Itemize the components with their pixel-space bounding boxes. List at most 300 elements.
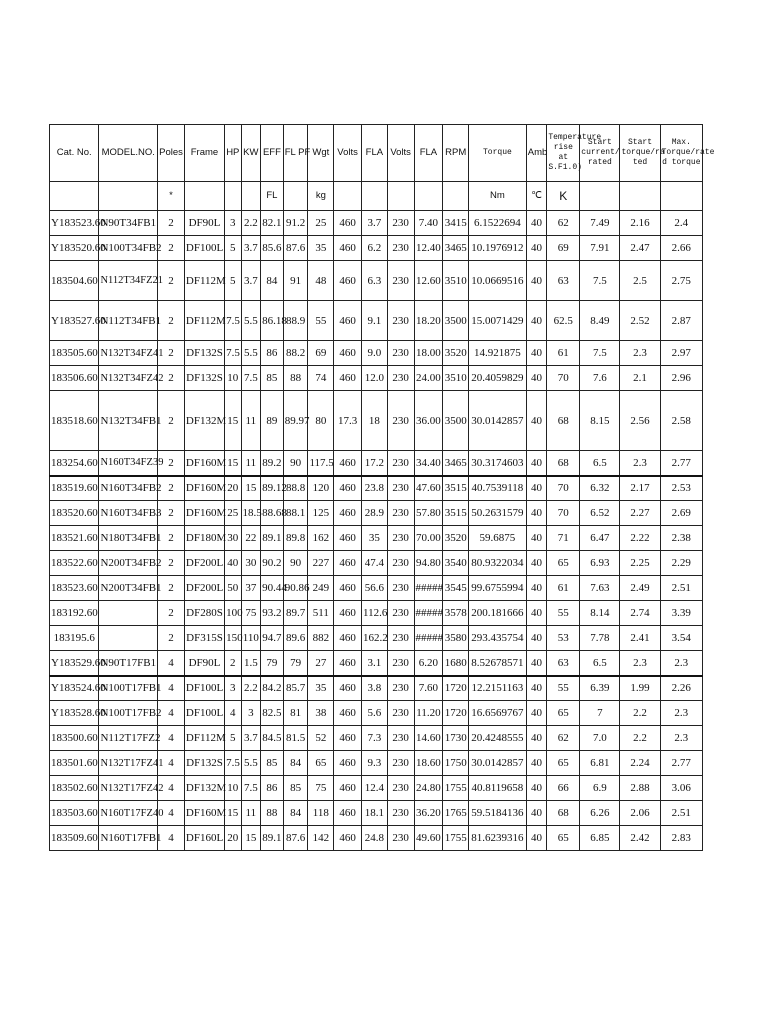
cell-fla: 3.1 (362, 651, 388, 676)
cell-eff: 85 (261, 751, 284, 776)
cell-poles: 2 (158, 476, 185, 501)
cell-eff: 86 (261, 776, 284, 801)
cell-fla2: 14.60 (414, 726, 443, 751)
cell-model: N160T34FB3 (99, 501, 158, 526)
cell-volts2: 230 (387, 601, 414, 626)
cell-wgt: 120 (308, 476, 334, 501)
cell-volts2: 230 (387, 476, 414, 501)
cell-poles: 2 (158, 301, 185, 341)
cell-cat: Y183527.60 (50, 301, 99, 341)
cell-wgt: 117.5 (308, 451, 334, 476)
cell-frame: DF160M (184, 476, 224, 501)
table-row (50, 451, 703, 476)
cell-volts2: 230 (387, 236, 414, 261)
cell-start_tq: 2.47 (620, 236, 660, 261)
table-row (50, 601, 703, 626)
cell-fla2: ##### (414, 601, 443, 626)
cell-kw: 5.5 (241, 301, 261, 341)
cell-model: N160T34FB2 (99, 476, 158, 501)
cell-rpm: 3520 (443, 526, 469, 551)
cell-max_tq: 3.06 (660, 776, 702, 801)
cell-pf: 89.97 (283, 391, 308, 451)
cell-wgt: 227 (308, 551, 334, 576)
cell-amb: 40 (526, 651, 547, 676)
cell-fla2: 24.00 (414, 366, 443, 391)
cell-rise: 70 (547, 366, 580, 391)
cell-volts2: 230 (387, 211, 414, 236)
table-body (50, 211, 703, 851)
cell-kw: 11 (241, 451, 261, 476)
cell-pf: 91 (283, 261, 308, 301)
cell-amb: 40 (526, 391, 547, 451)
table-row (50, 236, 703, 261)
cell-start_tq: 2.25 (620, 551, 660, 576)
cell-pf: 87.6 (283, 236, 308, 261)
cell-volts: 460 (334, 701, 362, 726)
cell-torque: 6.1522694 (469, 211, 527, 236)
cell-max_tq: 2.3 (660, 726, 702, 751)
cell-volts: 460 (334, 826, 362, 851)
cell-start_tq: 2.3 (620, 651, 660, 676)
cell-rise: 65 (547, 551, 580, 576)
cell-fla2: 49.60 (414, 826, 443, 851)
cell-kw: 37 (241, 576, 261, 601)
cell-fla: 3.7 (362, 211, 388, 236)
cell-kw: 11 (241, 391, 261, 451)
cell-max_tq: 2.51 (660, 576, 702, 601)
cell-eff: 89.12 (261, 476, 284, 501)
cell-pf: 87.6 (283, 826, 308, 851)
cell-model: N90T17FB1 (99, 651, 158, 676)
cell-start_cur: 6.32 (580, 476, 620, 501)
cell-torque: 59.6875 (469, 526, 527, 551)
cell-amb: 40 (526, 341, 547, 366)
cell-hp: 7.5 (225, 751, 241, 776)
cell-hp: 5 (225, 726, 241, 751)
cell-frame: DF112M (184, 726, 224, 751)
cell-pf: 91.2 (283, 211, 308, 236)
cell-volts2: 230 (387, 501, 414, 526)
table-row (50, 211, 703, 236)
cell-eff: 85 (261, 366, 284, 391)
cell-fla: 162.2 (362, 626, 388, 651)
cell-frame: DF100L (184, 236, 224, 261)
cell-kw: 5.5 (241, 341, 261, 366)
cell-cat: 183522.60 (50, 551, 99, 576)
cell-wgt: 38 (308, 701, 334, 726)
table-row (50, 341, 703, 366)
cell-torque: 20.4059829 (469, 366, 527, 391)
cell-kw: 1.5 (241, 651, 261, 676)
cell-cat: 183254.60 (50, 451, 99, 476)
cell-start_tq: 2.49 (620, 576, 660, 601)
cell-poles: 2 (158, 526, 185, 551)
cell-volts2: 230 (387, 301, 414, 341)
cell-volts2: 230 (387, 261, 414, 301)
cell-max_tq: 2.66 (660, 236, 702, 261)
header-fl-pf: FL PF (283, 125, 308, 182)
cell-fla2: ##### (414, 626, 443, 651)
cell-frame: DF200L (184, 551, 224, 576)
cell-kw: 18.5 (241, 501, 261, 526)
cell-model: N160T17FB1 (99, 826, 158, 851)
cell-torque: 50.2631579 (469, 501, 527, 526)
cell-eff: 89 (261, 391, 284, 451)
cell-start_tq: 2.42 (620, 826, 660, 851)
cell-hp: 3 (225, 211, 241, 236)
cell-rise: 65 (547, 701, 580, 726)
header-max-torque: Max. Torque/rate d torque (660, 125, 702, 182)
cell-model: N112T34FB1 (99, 301, 158, 341)
cell-cat: 183503.60 (50, 801, 99, 826)
header-start-torque-sub (620, 182, 660, 211)
cell-max_tq: 2.97 (660, 341, 702, 366)
cell-fla: 47.4 (362, 551, 388, 576)
cell-cat: Y183528.60 (50, 701, 99, 726)
cell-cat: 183519.60 (50, 476, 99, 501)
cell-rise: 68 (547, 391, 580, 451)
cell-cat: 183192.60 (50, 601, 99, 626)
cell-fla: 24.8 (362, 826, 388, 851)
cell-volts2: 230 (387, 651, 414, 676)
header-model-no: MODEL.NO. (99, 125, 158, 182)
cell-max_tq: 2.3 (660, 701, 702, 726)
cell-volts: 460 (334, 726, 362, 751)
header-kw-sub (241, 182, 261, 211)
cell-volts2: 230 (387, 576, 414, 601)
table-row (50, 726, 703, 751)
cell-fla: 6.3 (362, 261, 388, 301)
header-fla-1: FLA (362, 125, 388, 182)
cell-volts2: 230 (387, 626, 414, 651)
cell-frame: DF132M (184, 391, 224, 451)
cell-rise: 62 (547, 211, 580, 236)
cell-pf: 84 (283, 801, 308, 826)
cell-model: N132T17FZ41 (99, 751, 158, 776)
cell-max_tq: 2.29 (660, 551, 702, 576)
cell-kw: 75 (241, 601, 261, 626)
cell-amb: 40 (526, 451, 547, 476)
cell-amb: 40 (526, 476, 547, 501)
cell-max_tq: 2.26 (660, 676, 702, 701)
cell-rpm: 1730 (443, 726, 469, 751)
cell-fla2: 6.20 (414, 651, 443, 676)
cell-poles: 4 (158, 801, 185, 826)
cell-poles: 2 (158, 576, 185, 601)
cell-model: N132T17FZ42 (99, 776, 158, 801)
cell-start_cur: 7.91 (580, 236, 620, 261)
cell-wgt: 74 (308, 366, 334, 391)
table-row (50, 391, 703, 451)
cell-max_tq: 3.54 (660, 626, 702, 651)
cell-rpm: 1765 (443, 801, 469, 826)
cell-start_cur: 7.5 (580, 341, 620, 366)
cell-amb: 40 (526, 576, 547, 601)
cell-torque: 99.6755994 (469, 576, 527, 601)
cell-fla2: 94.80 (414, 551, 443, 576)
table-row (50, 826, 703, 851)
cell-frame: DF132M (184, 776, 224, 801)
cell-rise: 70 (547, 476, 580, 501)
cell-volts: 460 (334, 751, 362, 776)
cell-fla2: 12.40 (414, 236, 443, 261)
cell-max_tq: 2.87 (660, 301, 702, 341)
cell-poles: 4 (158, 751, 185, 776)
cell-poles: 4 (158, 676, 185, 701)
cell-wgt: 142 (308, 826, 334, 851)
table-row (50, 751, 703, 776)
cell-model (99, 601, 158, 626)
cell-rise: 65 (547, 751, 580, 776)
cell-model (99, 626, 158, 651)
header-temp-rise-sub: K (547, 182, 580, 211)
cell-volts2: 230 (387, 726, 414, 751)
cell-start_tq: 2.27 (620, 501, 660, 526)
cell-amb: 40 (526, 626, 547, 651)
header-wgt: Wgt (308, 125, 334, 182)
cell-fla2: 18.20 (414, 301, 443, 341)
header-amb: Amb (526, 125, 547, 182)
cell-fla: 9.0 (362, 341, 388, 366)
cell-wgt: 511 (308, 601, 334, 626)
cell-fla2: 70.00 (414, 526, 443, 551)
header-hp: HP (225, 125, 241, 182)
cell-start_cur: 8.14 (580, 601, 620, 626)
cell-max_tq: 2.96 (660, 366, 702, 391)
cell-fla2: 24.80 (414, 776, 443, 801)
cell-volts: 460 (334, 476, 362, 501)
cell-amb: 40 (526, 526, 547, 551)
cell-eff: 89.1 (261, 826, 284, 851)
cell-torque: 30.0142857 (469, 751, 527, 776)
cell-start_tq: 2.5 (620, 261, 660, 301)
header-cat-no-sub (50, 182, 99, 211)
table-row (50, 701, 703, 726)
cell-fla2: 12.60 (414, 261, 443, 301)
cell-pf: 89.6 (283, 626, 308, 651)
cell-hp: 10 (225, 366, 241, 391)
header-torque: Torque (469, 125, 527, 182)
cell-rise: 68 (547, 451, 580, 476)
cell-rise: 55 (547, 676, 580, 701)
cell-frame: DF112M (184, 261, 224, 301)
cell-amb: 40 (526, 701, 547, 726)
cell-torque: 15.0071429 (469, 301, 527, 341)
cell-rpm: 3510 (443, 261, 469, 301)
cell-kw: 30 (241, 551, 261, 576)
cell-rpm: 1680 (443, 651, 469, 676)
cell-wgt: 35 (308, 236, 334, 261)
cell-fla2: 7.60 (414, 676, 443, 701)
cell-rpm: 1755 (443, 826, 469, 851)
header-amb-sub: ℃ (526, 182, 547, 211)
table-row (50, 801, 703, 826)
cell-model: N180T34FB1 (99, 526, 158, 551)
cell-model: N200T34FB1 (99, 576, 158, 601)
cell-eff: 94.7 (261, 626, 284, 651)
cell-wgt: 55 (308, 301, 334, 341)
cell-wgt: 27 (308, 651, 334, 676)
cell-amb: 40 (526, 261, 547, 301)
header-fla-2-sub (414, 182, 443, 211)
cell-volts2: 230 (387, 676, 414, 701)
cell-cat: 183521.60 (50, 526, 99, 551)
cell-max_tq: 2.4 (660, 211, 702, 236)
cell-hp: 15 (225, 391, 241, 451)
cell-start_cur: 7 (580, 701, 620, 726)
cell-max_tq: 2.77 (660, 751, 702, 776)
cell-eff: 84.2 (261, 676, 284, 701)
cell-volts: 460 (334, 526, 362, 551)
cell-hp: 2 (225, 651, 241, 676)
cell-rpm: 3500 (443, 391, 469, 451)
cell-hp: 25 (225, 501, 241, 526)
cell-hp: 3 (225, 676, 241, 701)
cell-pf: 89.8 (283, 526, 308, 551)
cell-pf: 85 (283, 776, 308, 801)
cell-eff: 86.18 (261, 301, 284, 341)
cell-volts: 460 (334, 301, 362, 341)
cell-fla2: 18.60 (414, 751, 443, 776)
cell-fla: 35 (362, 526, 388, 551)
cell-rpm: 3415 (443, 211, 469, 236)
cell-kw: 2.2 (241, 211, 261, 236)
cell-eff: 79 (261, 651, 284, 676)
cell-max_tq: 2.83 (660, 826, 702, 851)
cell-kw: 5.5 (241, 751, 261, 776)
cell-rpm: 3540 (443, 551, 469, 576)
cell-max_tq: 2.3 (660, 651, 702, 676)
cell-fla2: 57.80 (414, 501, 443, 526)
cell-kw: 15 (241, 476, 261, 501)
cell-model: N132T34FZ42 (99, 366, 158, 391)
table-row (50, 526, 703, 551)
cell-cat: 183506.60 (50, 366, 99, 391)
header-model-no-sub (99, 182, 158, 211)
cell-rise: 55 (547, 601, 580, 626)
cell-wgt: 35 (308, 676, 334, 701)
cell-rise: 53 (547, 626, 580, 651)
cell-volts2: 230 (387, 776, 414, 801)
cell-start_tq: 2.2 (620, 726, 660, 751)
cell-frame: DF160M (184, 801, 224, 826)
cell-pf: 79 (283, 651, 308, 676)
cell-volts: 460 (334, 576, 362, 601)
cell-volts: 17.3 (334, 391, 362, 451)
cell-poles: 4 (158, 726, 185, 751)
cell-frame: DF315S (184, 626, 224, 651)
cell-wgt: 118 (308, 801, 334, 826)
cell-pf: 90.86 (283, 576, 308, 601)
cell-cat: 183195.6 (50, 626, 99, 651)
cell-fla: 12.4 (362, 776, 388, 801)
header-fla-1-sub (362, 182, 388, 211)
cell-start_cur: 6.5 (580, 451, 620, 476)
header-rpm: RPM (443, 125, 469, 182)
cell-torque: 20.4248555 (469, 726, 527, 751)
cell-start_cur: 6.9 (580, 776, 620, 801)
cell-volts2: 230 (387, 391, 414, 451)
cell-start_tq: 2.56 (620, 391, 660, 451)
header-fl-pf-sub (283, 182, 308, 211)
cell-fla: 9.1 (362, 301, 388, 341)
cell-frame: DF90L (184, 211, 224, 236)
cell-poles: 4 (158, 826, 185, 851)
cell-fla: 6.2 (362, 236, 388, 261)
cell-start_cur: 7.63 (580, 576, 620, 601)
cell-pf: 88.9 (283, 301, 308, 341)
cell-frame: DF132S (184, 341, 224, 366)
cell-cat: 183505.60 (50, 341, 99, 366)
cell-poles: 2 (158, 341, 185, 366)
cell-torque: 30.3174603 (469, 451, 527, 476)
cell-pf: 90 (283, 451, 308, 476)
cell-rpm: 3515 (443, 476, 469, 501)
cell-frame: DF100L (184, 676, 224, 701)
cell-rpm: 3510 (443, 366, 469, 391)
cell-frame: DF90L (184, 651, 224, 676)
cell-start_cur: 6.26 (580, 801, 620, 826)
cell-torque: 12.2151163 (469, 676, 527, 701)
cell-poles: 2 (158, 626, 185, 651)
cell-start_tq: 2.52 (620, 301, 660, 341)
cell-max_tq: 2.69 (660, 501, 702, 526)
cell-pf: 81 (283, 701, 308, 726)
cell-fla2: 11.20 (414, 701, 443, 726)
header-fla-2: FLA (414, 125, 443, 182)
header-wgt-sub: kg (308, 182, 334, 211)
cell-start_tq: 2.41 (620, 626, 660, 651)
cell-start_tq: 2.3 (620, 451, 660, 476)
cell-poles: 2 (158, 451, 185, 476)
header-poles: Poles (158, 125, 185, 182)
cell-torque: 40.7539118 (469, 476, 527, 501)
cell-wgt: 25 (308, 211, 334, 236)
cell-start_tq: 2.1 (620, 366, 660, 391)
cell-start_cur: 6.47 (580, 526, 620, 551)
cell-frame: DF160M (184, 451, 224, 476)
cell-model: N160T17FZ40 (99, 801, 158, 826)
cell-pf: 89.7 (283, 601, 308, 626)
cell-wgt: 125 (308, 501, 334, 526)
cell-fla: 18.1 (362, 801, 388, 826)
cell-wgt: 65 (308, 751, 334, 776)
cell-rpm: 3465 (443, 236, 469, 261)
cell-hp: 30 (225, 526, 241, 551)
cell-cat: Y183524.60 (50, 676, 99, 701)
cell-volts2: 230 (387, 826, 414, 851)
table-row (50, 776, 703, 801)
cell-kw: 3 (241, 701, 261, 726)
cell-poles: 4 (158, 701, 185, 726)
header-hp-sub (225, 182, 241, 211)
cell-amb: 40 (526, 601, 547, 626)
cell-rpm: 3465 (443, 451, 469, 476)
cell-wgt: 162 (308, 526, 334, 551)
cell-fla: 18 (362, 391, 388, 451)
cell-fla: 56.6 (362, 576, 388, 601)
cell-poles: 2 (158, 366, 185, 391)
cell-kw: 15 (241, 826, 261, 851)
cell-rise: 65 (547, 826, 580, 851)
cell-eff: 89.1 (261, 526, 284, 551)
cell-fla2: 47.60 (414, 476, 443, 501)
cell-wgt: 75 (308, 776, 334, 801)
cell-volts: 460 (334, 626, 362, 651)
cell-torque: 40.8119658 (469, 776, 527, 801)
cell-wgt: 69 (308, 341, 334, 366)
cell-volts: 460 (334, 366, 362, 391)
